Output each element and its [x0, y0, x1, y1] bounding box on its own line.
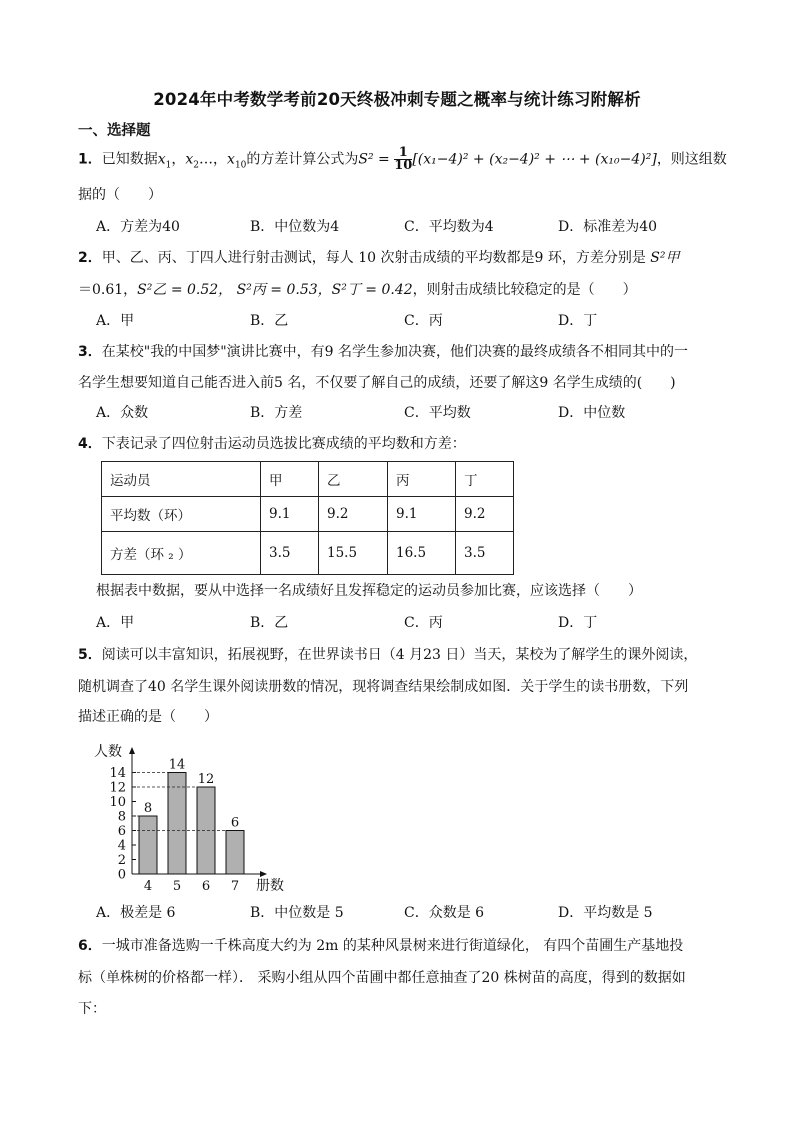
- y-tick-label: 6: [117, 824, 126, 839]
- q5-number: 5．: [78, 647, 102, 663]
- q4-line2: 根据表中数据，要从中选择一名成绩好且发挥稳定的运动员参加比赛，应该选择（ ）: [96, 583, 642, 599]
- q5-option-c[interactable]: C．众数是 6: [404, 905, 485, 921]
- x-axis-label: 册数: [256, 878, 284, 894]
- q6-line1: [78, 936, 683, 956]
- x-tick-label: 6: [201, 879, 211, 894]
- q1-formula-lhs: S² =: [358, 151, 390, 168]
- q6-line3: 下：: [78, 1001, 106, 1017]
- table-cell: 15.5: [319, 532, 388, 575]
- table-cell: 平均数（环）: [102, 497, 261, 532]
- q5-option-d[interactable]: D．平均数是 5: [558, 905, 653, 921]
- q5-line1: [78, 645, 697, 665]
- q1-x2: x: [185, 151, 194, 168]
- q4-option-b[interactable]: B．乙: [250, 615, 289, 631]
- q1-x1-sub: 1: [165, 160, 172, 171]
- table-cell: 3.5: [261, 532, 319, 575]
- q1-text-mid: 的方差计算公式为: [246, 151, 359, 168]
- q3-text1: 在某校"我的中国梦"演讲比赛中，有9 名学生参加决赛，他们决赛的最终成绩各不相同其中的一: [101, 344, 688, 360]
- table-cell: 乙: [319, 462, 388, 497]
- q1-frac-num: 1: [394, 147, 412, 160]
- q3-option-c[interactable]: C．平均数: [404, 405, 471, 421]
- q1-option-d[interactable]: D．标准差为40: [558, 219, 658, 235]
- q2-s-jia: S²甲: [650, 250, 680, 266]
- q2-line2: [78, 280, 637, 300]
- q2-s-ding: S²丁 = 0.42: [331, 282, 413, 298]
- q5-text1: 阅读可以丰富知识，拓展视野，在世界读书日（4 月23 日）当天，某校为了解学生的课外阅读，: [101, 647, 698, 663]
- q4-option-c[interactable]: C．丙: [404, 615, 443, 631]
- q3-option-b[interactable]: B．方差: [250, 405, 303, 421]
- bar-data-label: 14: [168, 757, 186, 773]
- q1-x10-sub: 10: [234, 160, 247, 171]
- bar-7: [226, 831, 244, 875]
- q1-x1: x: [157, 151, 166, 168]
- q4-option-a[interactable]: A．甲: [96, 615, 135, 631]
- q3-option-a[interactable]: A．众数: [96, 405, 149, 421]
- q1-frac-den: 10: [394, 158, 413, 173]
- chart-plot-area: [94, 743, 284, 894]
- q4-score-table: [101, 461, 514, 575]
- q1-option-c[interactable]: C．平均数为4: [404, 219, 494, 235]
- y-tick-label: 10: [109, 795, 126, 810]
- q3-line1: [78, 342, 688, 362]
- q1-dots: …，: [199, 151, 228, 168]
- q3-line2: 名学生想要知道自己能否进入前5 名，不仅要了解自己的成绩，还要了解这9 名学生成绩的( ): [78, 375, 676, 391]
- q2-line2-b: ，则射击成绩比较稳定的是（ ）: [412, 282, 637, 298]
- q2-option-d[interactable]: D．丁: [558, 313, 598, 329]
- table-cell: 9.2: [319, 497, 388, 532]
- bar-data-label: 6: [230, 815, 240, 831]
- table-cell: 甲: [261, 462, 319, 497]
- section-heading: 一、选择题: [78, 123, 151, 139]
- q2-s-bing: S²丙 = 0.53，: [236, 282, 332, 298]
- q1-line2: 据的（ ）: [78, 187, 162, 203]
- q1-x2-sub: 2: [193, 160, 200, 171]
- q1-text-pre: 已知数据: [101, 151, 158, 168]
- q2-number: 2．: [78, 250, 102, 266]
- table-cell: 9.2: [456, 497, 514, 532]
- y-axis-label: 人数: [94, 744, 122, 760]
- q5-option-b[interactable]: B．中位数是 5: [250, 905, 344, 921]
- q3-option-d[interactable]: D．中位数: [558, 405, 626, 421]
- bar-data-label: 12: [197, 772, 215, 787]
- x-tick-label: 4: [143, 879, 153, 894]
- q2-option-c[interactable]: C．丙: [404, 313, 443, 329]
- q1-fraction: [394, 147, 412, 172]
- x-tick-label: 5: [172, 879, 182, 894]
- x-tick-label: 7: [230, 879, 240, 894]
- q1-x10: x: [227, 151, 235, 168]
- x-axis-arrow: [260, 871, 267, 877]
- table-cell: 丁: [456, 462, 514, 497]
- y-tick-label: 2: [117, 853, 126, 868]
- y-tick-label: 12: [109, 780, 126, 796]
- q1-option-a[interactable]: A．方差为40: [96, 219, 180, 235]
- y-tick-label: 8: [117, 809, 126, 825]
- q4-number: 4．: [78, 436, 102, 452]
- q6-line2: 标（单株树的价格都一样）． 采购小组从四个苗圃中都任意抽查了20 株树苗的高度，得到的数据如: [78, 970, 686, 986]
- table-cell: 9.1: [388, 497, 456, 532]
- q1-formula-rhs: [(x₁−4)² + (x₂−4)² + ⋯ + (x₁₀−4)²]: [412, 151, 657, 168]
- q5-bar-chart: [92, 736, 322, 896]
- table-cell: 3.5: [456, 532, 514, 575]
- document-title: 2024年中考数学考前20天终极冲刺专题之概率与统计练习附解析: [153, 90, 641, 109]
- bar-data-label: 8: [143, 801, 153, 816]
- q1-number: 1．: [78, 151, 102, 168]
- q1-option-b[interactable]: B．中位数为4: [250, 219, 340, 235]
- q2-s-yi: S²乙 = 0.52，: [137, 282, 233, 298]
- table-row: [102, 462, 514, 497]
- q4-option-d[interactable]: D．丁: [558, 615, 598, 631]
- table-row: [102, 497, 514, 532]
- y-tick-label: 14: [109, 766, 126, 781]
- q1-sep1: ，: [171, 151, 186, 168]
- q2-line2-a: ＝0.61，: [78, 282, 138, 298]
- q2-option-a[interactable]: A．甲: [96, 313, 135, 329]
- q4-text1: 下表记录了四位射击运动员选拔比赛成绩的平均数和方差：: [101, 436, 466, 452]
- q2-text1: 甲、乙、丙、丁四人进行射击测试，每人 10 次射击成绩的平均数都是9 环，方差分别是: [101, 250, 646, 266]
- y-axis-arrow: [129, 747, 135, 754]
- q2-line1: [78, 248, 679, 268]
- q5-option-a[interactable]: A．极差是 6: [96, 905, 176, 921]
- bar-4: [139, 816, 157, 874]
- table-cell: 丙: [388, 462, 456, 497]
- q3-number: 3．: [78, 344, 102, 360]
- q6-number: 6．: [78, 938, 102, 954]
- q6-text1: 一城市准备选购一千株高度大约为 2m 的某种风景树来进行街道绿化， 有四个苗圃生产基地投: [101, 938, 684, 954]
- table-cell: 运动员: [102, 462, 261, 497]
- table-cell: 16.5: [388, 532, 456, 575]
- y-tick-label: 0: [117, 867, 126, 883]
- table-row: [102, 532, 514, 575]
- table-cell: 方差（环 ₂ ）: [102, 532, 261, 575]
- q1-text-post: ，则这组数: [656, 151, 727, 168]
- bar-5: [168, 773, 186, 875]
- q1-line1: [78, 147, 727, 175]
- q4-line1: [78, 434, 466, 454]
- q5-line3: 描述正确的是（ ）: [78, 709, 218, 725]
- q5-line2: 随机调查了40 名学生课外阅读册数的情况，现将调查结果绘制成如图．关于学生的读书册数，下列: [78, 679, 689, 695]
- q2-option-b[interactable]: B．乙: [250, 313, 289, 329]
- table-cell: 9.1: [261, 497, 319, 532]
- y-tick-label: 4: [117, 838, 126, 854]
